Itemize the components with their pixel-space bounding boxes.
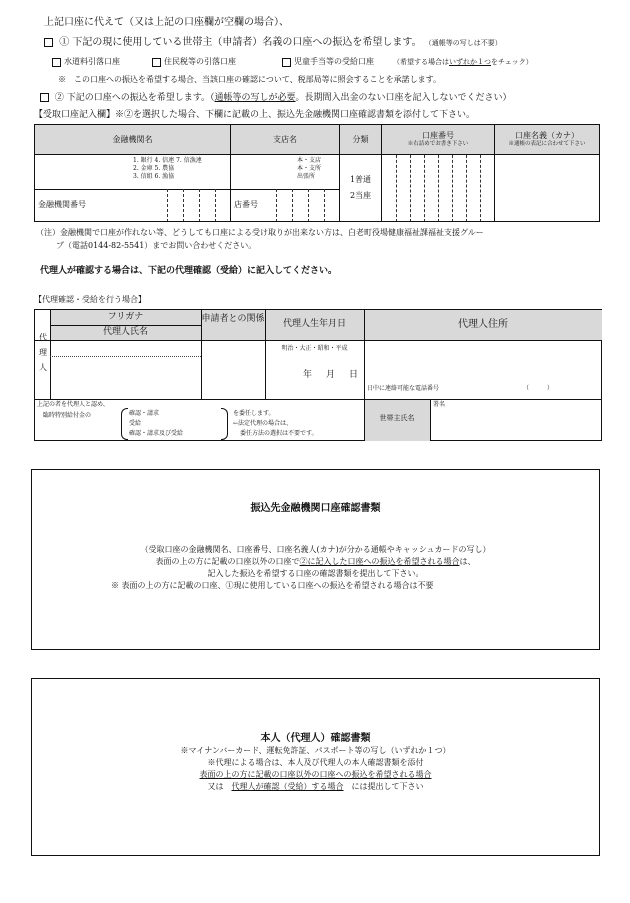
- bank-code-label: 金融機関番号: [38, 200, 86, 209]
- note-line-1: （注）金融機関で口座が作れない等、どうしても口座による受け取りが出来ない方は、白老町役場健康福祉課福祉支援グルー: [36, 228, 484, 237]
- proxy-heading: 【代理確認・受給を行う場合】: [34, 295, 146, 304]
- account-table: [34, 124, 600, 222]
- intro-line: 上記口座に代えて（又は上記の口座欄が空欄の場合）、: [44, 17, 289, 28]
- note-line-2: プ（電話0144-82-5541）までお問い合わせください。: [56, 241, 257, 250]
- proxy-notice: 代理人が確認する場合は、下記の代理確認（受給）に記入してください。: [40, 266, 338, 276]
- furigana-header: フリガナ: [107, 312, 144, 322]
- col-branch: 支店名: [231, 125, 340, 155]
- seal-label: 署名: [433, 401, 446, 408]
- col-bank: 金融機関名: [35, 125, 231, 155]
- bank-doc-line-1: （受取口座の金融機関名、口座番号、口座名義人(カナ)が分かる通帳やキャッシュカードの写し）: [140, 545, 491, 554]
- option-1-choice-tax[interactable]: [152, 57, 236, 67]
- id-doc-title: 本人（代理人）確認書類: [260, 733, 371, 744]
- id-doc-line-4: 又は 代理人が確認（受給）する場合 には提出して下さい: [207, 782, 424, 791]
- furigana-input[interactable]: [50, 341, 201, 356]
- proxy-side-label: 代 理 人: [39, 333, 47, 372]
- householder-label: 世帯主氏名: [379, 414, 415, 422]
- bank-code-boxes[interactable]: [167, 189, 231, 222]
- choice-label: 水道料引落口座: [64, 57, 120, 66]
- option-1-label: ① 下記の現に使用している世帯主（申請者）名義の口座への振込を希望します。: [59, 37, 422, 48]
- type-cell[interactable]: [340, 155, 382, 222]
- era-options[interactable]: 明治・大正・昭和・平成: [281, 345, 348, 352]
- option-1-checkbox[interactable]: [44, 38, 53, 47]
- id-doc-line-3: 表面の上の方に記載の口座以外の口座への振込を希望される場合: [199, 770, 432, 779]
- householder-sign-input[interactable]: [431, 410, 602, 441]
- option-2: ② 下記の口座への振込を希望します。（通帳等の写しが必要。長期間入出金のない口座を記入しないでください）: [40, 93, 512, 104]
- consent-note: ※ この口座への振込を希望する場合、当該口座の確認について、税部局等に照会することを承諾します。: [58, 75, 442, 84]
- col-type: 分類: [340, 125, 382, 155]
- bank-doc-line-4: ※ 表面の上の方に記載の口座、①現に使用している口座への振込を希望される場合は不要: [111, 581, 434, 590]
- delegate-suffix: を委任します。 ←法定代理の場合は、 委任方法の選択は不要です。: [233, 410, 318, 437]
- type-option-ordinary[interactable]: 1普通: [349, 175, 372, 184]
- birth-header: 代理人生年月日: [282, 319, 346, 329]
- delegate-line: 上記の者を代理人と認め、: [37, 401, 109, 408]
- address-input[interactable]: [365, 341, 602, 383]
- bank-doc-line-3: 記入した振込を希望する口座の確認書類を提出して下さい。: [207, 569, 424, 578]
- delegate-options[interactable]: 確認・請求 受給 確認・請求及び受給: [129, 410, 184, 437]
- year-label: 年: [303, 370, 313, 380]
- option-1-choice-water[interactable]: [52, 57, 120, 67]
- option-1: [44, 37, 502, 49]
- branch-code-boxes[interactable]: [276, 189, 336, 222]
- col-holder: 口座名義（カナ） ※通帳の表記に合わせて下さい: [495, 125, 600, 155]
- choice-checkbox[interactable]: [282, 58, 291, 67]
- branch-type-list: 本・支店 本・支所 出張所: [297, 157, 322, 180]
- choice-checkbox[interactable]: [152, 58, 161, 67]
- address-header: 代理人住所: [458, 319, 508, 330]
- id-doc-line-1: ※マイナンバーカード、運転免許証、パスポート等の写し（いずれか１つ）: [180, 746, 451, 755]
- phone-input[interactable]: （ ）: [523, 385, 554, 392]
- delegate-prefix: 臨時特別給付金の: [43, 412, 92, 419]
- id-doc-box: [31, 678, 600, 856]
- bank-type-list: 1. 銀行 4. 信連 7. 信漁連 2. 金庫 5. 農協 3. 信組 6. 漁協: [133, 157, 202, 180]
- phone-label: 日中に連絡可能な電話番号: [367, 385, 440, 392]
- choice-note: （希望する場合はいずれか１つをチェック）: [393, 58, 533, 66]
- col-number: 口座番号 ※右詰めでお書き下さい: [382, 125, 495, 155]
- id-doc-line-2: ※代理による場合は、本人及び代理人の本人確認書類を添付: [207, 758, 424, 767]
- choice-label: 児童手当等の受給口座: [294, 57, 374, 66]
- bank-cell[interactable]: [35, 155, 231, 222]
- account-number-cell[interactable]: [382, 155, 495, 222]
- choice-label: 住民税等の引落口座: [164, 57, 236, 66]
- type-option-current[interactable]: 2当座: [349, 191, 372, 200]
- account-heading: 【受取口座記入欄】※②を選択した場合、下欄に記載の上、振込先金融機関口座確認書類を添付して下さい。: [34, 110, 476, 120]
- choice-checkbox[interactable]: [52, 58, 61, 67]
- bank-doc-box: [31, 469, 600, 650]
- month-label: 月: [326, 370, 336, 380]
- proxy-table: [34, 309, 602, 441]
- bank-doc-title: 振込先金融機関口座確認書類: [250, 503, 381, 514]
- proxy-name-input[interactable]: [50, 357, 201, 399]
- relation-header: 申請者との関係: [201, 314, 265, 324]
- branch-code-label: 店番号: [234, 200, 258, 209]
- day-label: 日: [349, 370, 359, 380]
- branch-cell[interactable]: [231, 155, 340, 222]
- relation-input[interactable]: [201, 341, 265, 399]
- bank-doc-line-2: 表面の上の方に記載の口座以外の口座で②に記入した口座への振込を希望される場合は、: [155, 557, 476, 566]
- proxy-name-header: 代理人氏名: [102, 327, 148, 337]
- option-2-checkbox[interactable]: [40, 93, 49, 102]
- option-1-choice-child[interactable]: [282, 57, 374, 67]
- option-1-note: （通帳等の写しは不要）: [424, 39, 502, 47]
- account-holder-cell[interactable]: [495, 155, 600, 222]
